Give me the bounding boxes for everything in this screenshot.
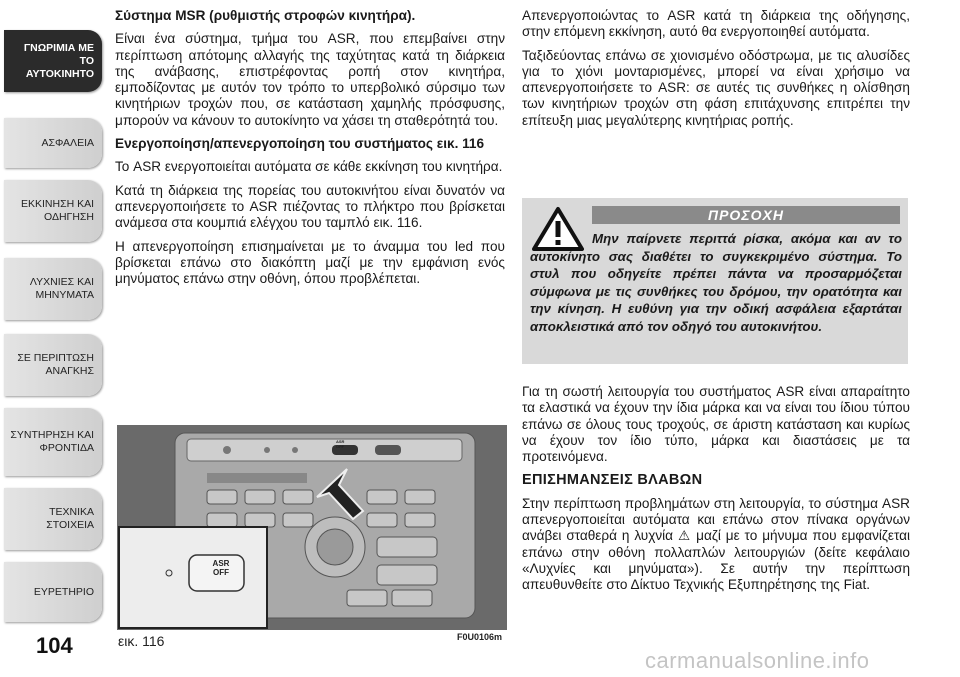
tab-starting-driving[interactable] — [4, 180, 102, 242]
tab-emergency[interactable] — [4, 334, 102, 396]
paragraph: Στην περίπτωση προβλημάτων στη λειτουργία, το σύστημα ASR απενεργοποιείται αυτόματα και επάνω στον πίνακα οργάνων ανάβει σταθερά η λυχνία ⚠ μαζί με το μήνυμα που εμφανίζεται επάνω στην οθόνη πολλαπλών λειτουργιών (δείτε κεφάλαιο «Λυχνίες και μηνύματα»). Σε αυτήν την περίπτωση απευθυνθείτε στο Δίκτυο Τεχνικής Εξυπηρέτησης της Fiat. — [522, 495, 910, 593]
paragraph: Το ASR ενεργοποιείται αυτόματα σε κάθε εκκίνηση του κινητήρα. — [115, 159, 503, 175]
left-column — [115, 8, 505, 294]
watermark: carmanualsonline.info — [645, 648, 870, 673]
warning-text: Μην παίρνετε περιττά ρίσκα, ακόμα και αν το αυτοκίνητο σας διαθέτει το συγκεκριμένο σύστημα. Το στυλ που οδηγείτε πρέπει πάντα να προσαρμόζεται σύμφωνα με τις συνθήκες του δρόμου, την ορατότητα και την κίνηση. Η ευθύνη για την οδική ασφάλεια εξαρτάται αποκλειστικά από τον οδηγό του αυτοκινήτου. — [530, 231, 902, 334]
tab-label: ΣΕ ΠΕΡΙΠΤΩΣΗ ΑΝΑΓΚΗΣ — [17, 352, 94, 377]
paragraph: Ταξιδεύοντας επάνω σε χιονισμένο οδόστρωμα, με τις αλυσίδες για το χιόνι μονταρισμένες, μπορεί να είναι χρήσιμο να απενεργοποιήσετε το ASR: σε αυτές τις συνθήκες η ολίσθηση των κινητήριων τροχών στη φάση επιτάχυνσης επιτρέπει την επίτευξη μιας μεγαλύτερης κινητήριας ροπής. — [522, 47, 910, 128]
paragraph: Απενεργοποιώντας το ASR κατά τη διάρκεια της οδήγησης, στην επόμενη εκκίνηση, αυτό θα ενεργοποιηθεί αυτόματα. — [522, 8, 910, 40]
small-asr-label: ASR OFF — [336, 439, 345, 449]
tab-label: ΤΕΧΝΙΚΑ ΣΤΟΙΧΕΙΑ — [46, 506, 94, 531]
tab-label: ΕΥΡΕΤΗΡΙΟ — [33, 585, 94, 598]
chapter-sidebar — [0, 0, 107, 677]
page-number: 104 — [36, 633, 73, 658]
activation-subheading: Ενεργοποίηση/απενεργοποίηση του συστήματος εικ. 116 — [115, 136, 485, 152]
right-column — [522, 8, 910, 136]
asr-label: ASR — [212, 559, 230, 568]
figure-caption: εικ. 116 — [118, 633, 165, 649]
tab-lights-messages[interactable] — [4, 258, 102, 320]
tab-maintenance[interactable] — [4, 408, 102, 476]
tab-index[interactable] — [4, 562, 102, 622]
paragraph: Για τη σωστή λειτουργία του συστήματος ASR είναι απαραίτητο τα ελαστικά να έχουν την ίδια μάρκα και να είναι του ίδιου τύπου επάνω σε όλους τους τροχούς, σε άριστη κατάσταση και κυρίως να έχουν τον ίδιο τύπο, μάρκα και διαστάσεις με τα προτεινόμενα. — [522, 384, 910, 465]
dashboard-illustration — [117, 425, 507, 630]
warning-title: ΠΡΟΣΟΧΗ — [592, 206, 900, 224]
figure-code: F0U0106m — [457, 632, 503, 642]
tab-label: ΕΚΚΙΝΗΣΗ ΚΑΙ ΟΔΗΓΗΣΗ — [20, 198, 94, 223]
tab-label: ΑΣΦΑΛΕΙΑ — [41, 136, 94, 149]
paragraph: Η απενεργοποίηση επισημαίνεται με το άναμμα του led που βρίσκεται επάνω στο διακόπτη μαζί με την εμφάνιση ενός μηνύματος επάνω στην οθόνη, όπου προβλέπεται. — [115, 238, 505, 287]
tab-safety[interactable] — [4, 118, 102, 168]
off-label: OFF — [213, 568, 229, 577]
msr-heading: Σύστημα MSR (ρυθμιστής στροφών κινητήρα). — [115, 8, 416, 23]
asr-off-button-label — [201, 559, 241, 577]
paragraph: Κατά τη διάρκεια της πορείας του αυτοκινήτου είναι δυνατόν να απενεργοποιήσετε το ASR πιέζοντας το πλήκτρο που βρίσκεται ανάμεσα στα κουμπιά ελέγχου του ταμπλό εικ. 116. — [115, 182, 505, 231]
tab-label: ΛΥΧΝΙΕΣ ΚΑΙ ΜΗΝΥΜΑΤΑ — [29, 276, 94, 301]
tab-label: ΣΥΝΤΗΡΗΣΗ ΚΑΙ ΦΡΟΝΤΙΔΑ — [10, 429, 94, 454]
paragraph: Είναι ένα σύστημα, τμήμα του ASR, που επεμβαίνει στην περίπτωση απότομης αλλαγής της ταχύτητας κατά τη διάρκεια της ανάβασης, επιστρέφοντας ροπή στον κινητήρα, εμποδίζοντας με αυτόν τον τρόπο το υπερβολικό σύρσιμο των κινητήριων τροχών που, σε κατάσταση χαμηλής πρόσφυσης, μπορούν να κάνουν το αυτοκίνητο να χάσει τη σταθερότητά του. — [115, 31, 505, 128]
fault-section-title: ΕΠΙΣΗΜΑΝΣΕΙΣ ΒΛΑΒΩΝ — [522, 472, 703, 489]
right-column-lower — [522, 384, 910, 601]
tab-technical-data[interactable] — [4, 488, 102, 550]
tab-label: ΓΝΩΡΙΜΙΑ ΜΕ ΤΟ ΑΥΤΟΚΙΝΗΤΟ — [23, 41, 94, 80]
warning-box — [522, 198, 908, 364]
tab-getting-to-know[interactable] — [4, 30, 102, 92]
dashboard-figure — [117, 425, 507, 630]
